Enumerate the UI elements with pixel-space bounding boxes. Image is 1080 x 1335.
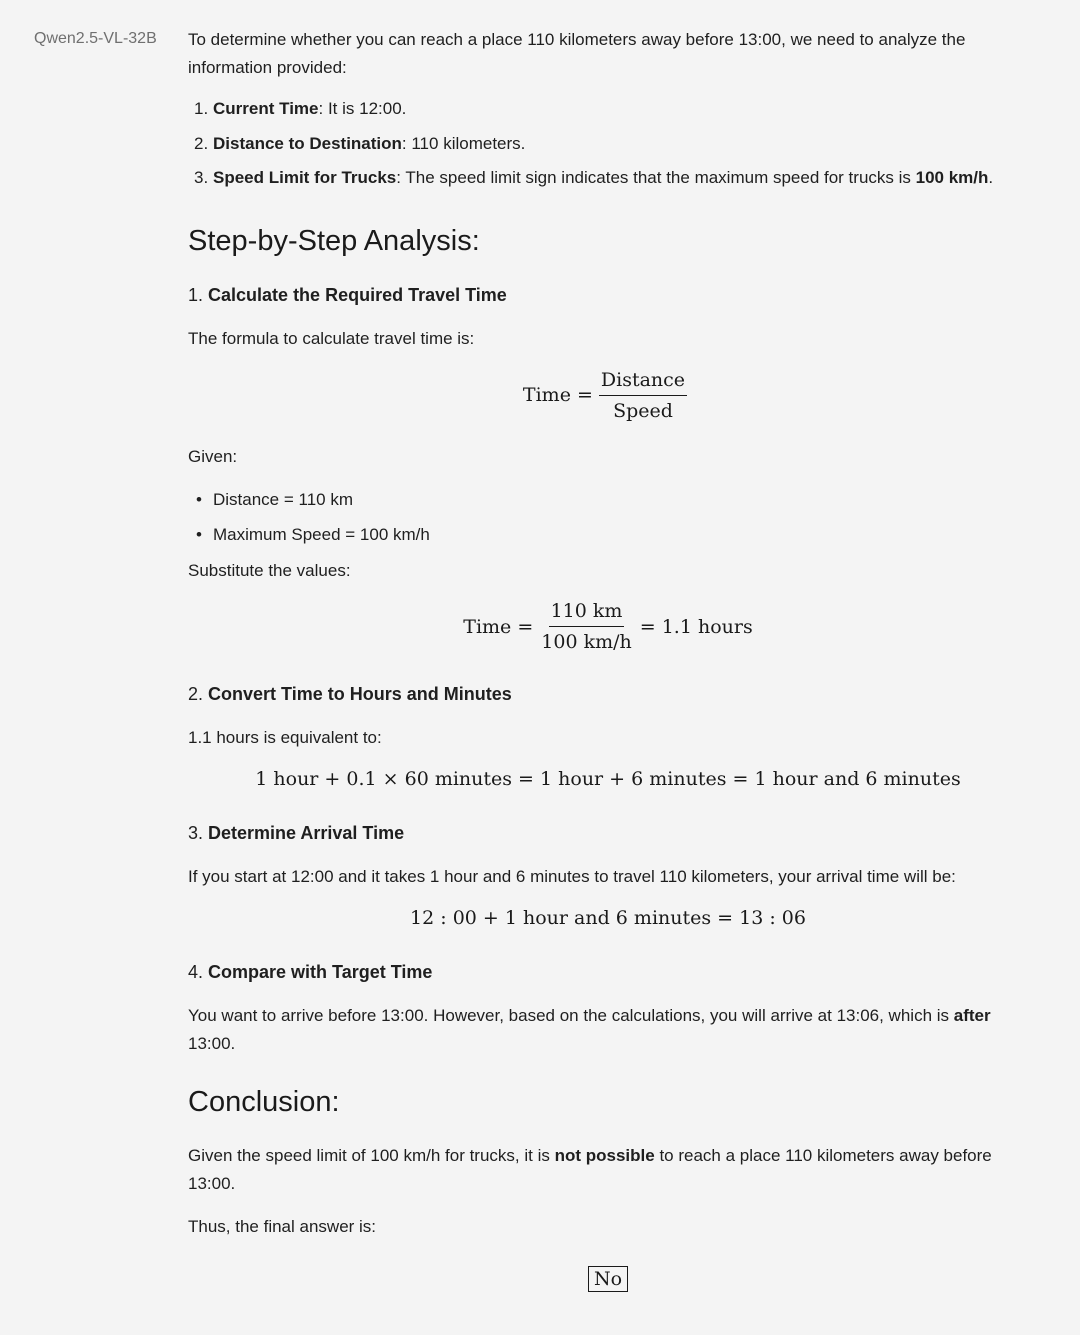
conclusion-text: Given the speed limit of 100 km/h for trucks, it is not possible to reach a place 110 kilometers away before 13:00. bbox=[188, 1145, 992, 1193]
answer-box: No bbox=[588, 1266, 628, 1292]
analysis-heading: Step-by-Step Analysis: bbox=[188, 225, 480, 257]
step-2-heading: 2. Convert Time to Hours and Minutes bbox=[188, 683, 512, 704]
arrival-equation: 12 : 00 + 1 hour and 6 minutes = 13 : 06 bbox=[410, 906, 806, 929]
step-4-heading: 4. Compare with Target Time bbox=[188, 961, 433, 982]
conversion-equation: 1 hour + 0.1 × 60 minutes = 1 hour + 6 minutes = 1 hour and 6 minutes bbox=[255, 767, 961, 790]
formula-intro: The formula to calculate travel time is: bbox=[188, 329, 475, 348]
substitution-equation: Time = $\frac{110 km}{100 km/h}$ = 1.1 hours bbox=[463, 600, 753, 653]
response-content bbox=[188, 26, 1028, 1297]
given-label: Given: bbox=[188, 447, 238, 466]
step-4-text: You want to arrive before 13:00. However, based on the calculations, you will arrive at 13:06, which is after 13:00. bbox=[188, 1005, 991, 1053]
given-list bbox=[188, 486, 1028, 549]
substitution-fraction: $\frac{110 km}{100 km/h}$ bbox=[541, 600, 632, 653]
model-label: Qwen2.5-VL-32B bbox=[34, 30, 157, 47]
time-formula: Time = $\frac{\text{Distance}}{\text{Speed}}$ bbox=[522, 368, 686, 422]
intro-text: To determine whether you can reach a place 110 kilometers away before 13:00, we need to analyze the information provided: bbox=[188, 30, 966, 77]
step-1-heading: 1. Calculate the Required Travel Time bbox=[188, 285, 507, 305]
substitute-label: Substitute the values: bbox=[188, 560, 351, 580]
step-2-intro: 1.1 hours is equivalent to: bbox=[188, 727, 382, 747]
conclusion-heading: Conclusion: bbox=[188, 1085, 340, 1118]
list-item: 2. Distance to Destination: 110 kilometers. bbox=[194, 133, 526, 153]
facts-list bbox=[188, 95, 1028, 192]
list-item: 3. Speed Limit for Trucks: The speed limit sign indicates that the maximum speed for trucks is 100 km/h. bbox=[194, 168, 994, 187]
step-3-intro: If you start at 12:00 and it takes 1 hour and 6 minutes to travel 110 kilometers, your arrival time will be: bbox=[188, 866, 956, 886]
final-answer-label: Thus, the final answer is: bbox=[188, 1216, 377, 1236]
step-3-heading: 3. Determine Arrival Time bbox=[188, 822, 405, 843]
list-item: • Maximum Speed = 100 km/h bbox=[196, 524, 430, 544]
list-item: • Distance = 110 km bbox=[196, 490, 354, 509]
list-item: 1. Current Time: It is 12:00. bbox=[194, 99, 407, 118]
final-answer bbox=[188, 1261, 1028, 1297]
formula-fraction: $\frac{\text{Distance}}{\text{Speed}}$ bbox=[600, 368, 686, 422]
